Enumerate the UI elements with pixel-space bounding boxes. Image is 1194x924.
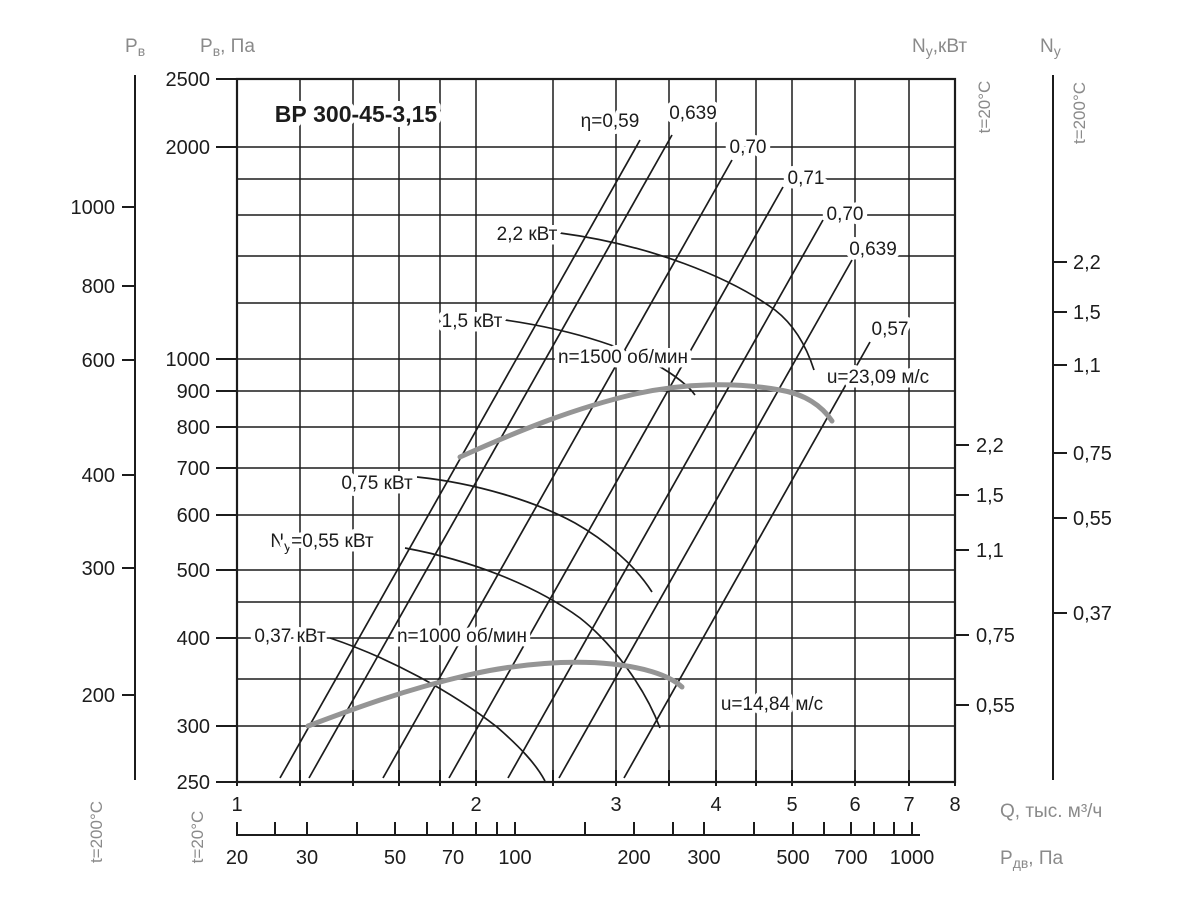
tick-label: 6: [849, 794, 861, 816]
speed-label-n1500: n=1500 об/мин: [557, 347, 689, 368]
axis-ny-200c-ticks: [1053, 262, 1067, 613]
chart-title: ВР 300-45-3,15: [274, 101, 438, 127]
efficiency-label-071: 0,71: [787, 168, 825, 189]
efficiency-label-0639b: 0,639: [849, 239, 897, 260]
tick-label: 2000: [165, 137, 210, 159]
tick-label: 900: [176, 381, 210, 403]
tick-label: 0,37: [1073, 603, 1112, 625]
tick-label: 500: [776, 847, 810, 869]
tick-label: 70: [441, 847, 465, 869]
tick-label: 300: [687, 847, 721, 869]
tip-speed-label-u1000: u=14,84 м/с: [720, 694, 824, 715]
tick-label: 300: [81, 558, 115, 580]
axis-pdv-ticks: [237, 822, 912, 836]
tick-label: 600: [176, 505, 210, 527]
axis-ny-20c-ticks: [955, 445, 969, 705]
axis-pv-name: $P_в$: [125, 36, 146, 59]
tick-label: 8: [949, 794, 961, 816]
tick-label: 500: [176, 560, 210, 582]
tick-label: 400: [176, 628, 210, 650]
axis-pw-20c-labels: [166, 69, 211, 794]
axis-q-ticks: [237, 770, 955, 786]
power-label-0-37kw: 0,37 кВт: [254, 626, 326, 647]
tick-label: 4: [710, 794, 722, 816]
tick-label: 700: [834, 847, 868, 869]
tick-label: 20: [225, 847, 249, 869]
power-curve-0-37kw: [330, 638, 545, 781]
tick-label: 700: [176, 458, 210, 480]
temp-label-left-outer: t=200°C: [87, 800, 106, 864]
axis-q-labels: [231, 794, 960, 816]
tick-label: 0,75: [976, 625, 1015, 647]
power-label-0-55kw: $N_у=0,55$ кВт: [270, 531, 374, 554]
tick-label: 600: [81, 350, 115, 372]
tick-label: 200: [617, 847, 651, 869]
tick-label: 1000: [70, 197, 115, 219]
axis-ny-name: $N_у$: [1040, 36, 1061, 59]
efficiency-label-070b: 0,70: [826, 204, 864, 225]
tick-label: 1000: [165, 349, 210, 371]
tick-label: 1,1: [976, 540, 1004, 562]
efficiency-lines: [280, 135, 870, 778]
axis-ny-200c-labels: [1073, 252, 1112, 625]
tick-label: 200: [81, 685, 115, 707]
speed-label-n1000: n=1000 об/мин: [396, 626, 528, 647]
tick-label: 250: [176, 772, 210, 794]
tick-label: 30: [295, 847, 319, 869]
grid: [237, 79, 955, 782]
efficiency-label-0639a: 0,639: [669, 103, 717, 124]
tick-label: 0,55: [976, 695, 1015, 717]
tick-label: 2,2: [1073, 252, 1101, 274]
grid-horizontal: [237, 147, 955, 726]
tick-label: 7: [903, 794, 915, 816]
tick-label: 1,5: [1073, 302, 1101, 324]
tick-label: 0,75: [1073, 443, 1112, 465]
tick-label: 400: [81, 465, 115, 487]
axis-pv-200c-ticks: [122, 207, 136, 695]
efficiency-label-070a: 0,70: [729, 137, 767, 158]
tick-label: 2,2: [976, 435, 1004, 457]
tick-label: 1: [231, 794, 243, 816]
tick-label: 5: [786, 794, 798, 816]
power-label-1-5kw: 1,5 кВт: [441, 311, 503, 332]
tick-label: 100: [498, 847, 532, 869]
temp-label-right-inner: t=20°C: [975, 80, 994, 134]
tick-label: 3: [610, 794, 622, 816]
axis-pw-20c-ticks: [216, 79, 237, 782]
axis-ny-kw-name: $N_у,кВт$: [912, 36, 968, 59]
temp-label-right-outer: t=200°C: [1070, 81, 1089, 145]
efficiency-line-0639a: [309, 135, 672, 778]
tick-label: 1,1: [1073, 355, 1101, 377]
efficiency-label-059: η=0,59: [580, 111, 640, 132]
fan-curve-n1000: [308, 662, 682, 726]
axis-pdv-name: $P_{дв}$, Па: [1000, 848, 1064, 871]
axis-name-labels-top: [125, 36, 1061, 59]
tip-speed-label-u1500: u=23,09 м/с: [826, 367, 930, 388]
axis-q-name: Q, тыс. м³/ч: [1000, 801, 1103, 822]
tick-label: 800: [81, 276, 115, 298]
axis-pdv-labels: [226, 847, 934, 869]
tick-label: 2: [470, 794, 482, 816]
tick-label: 300: [176, 716, 210, 738]
axis-pv-200c-labels: [71, 197, 116, 707]
tick-label: 0,55: [1073, 508, 1112, 530]
power-label-2-2kw: 2,2 кВт: [496, 224, 558, 245]
plot-frame: [237, 79, 955, 782]
tick-label: 800: [176, 417, 210, 439]
axis-ny-20c-labels: [976, 435, 1015, 717]
tick-label: 2500: [165, 69, 210, 91]
temp-label-left-inner: t=20°C: [188, 810, 207, 864]
axes: [122, 75, 1067, 836]
tick-label: 1,5: [976, 485, 1004, 507]
tick-label: 50: [383, 847, 407, 869]
power-label-0-75kw: 0,75 кВт: [341, 473, 413, 494]
efficiency-label-057: 0,57: [871, 319, 909, 340]
axis-pw-name: $P_в$, Па: [200, 36, 255, 59]
tick-label: 1000: [889, 847, 935, 869]
